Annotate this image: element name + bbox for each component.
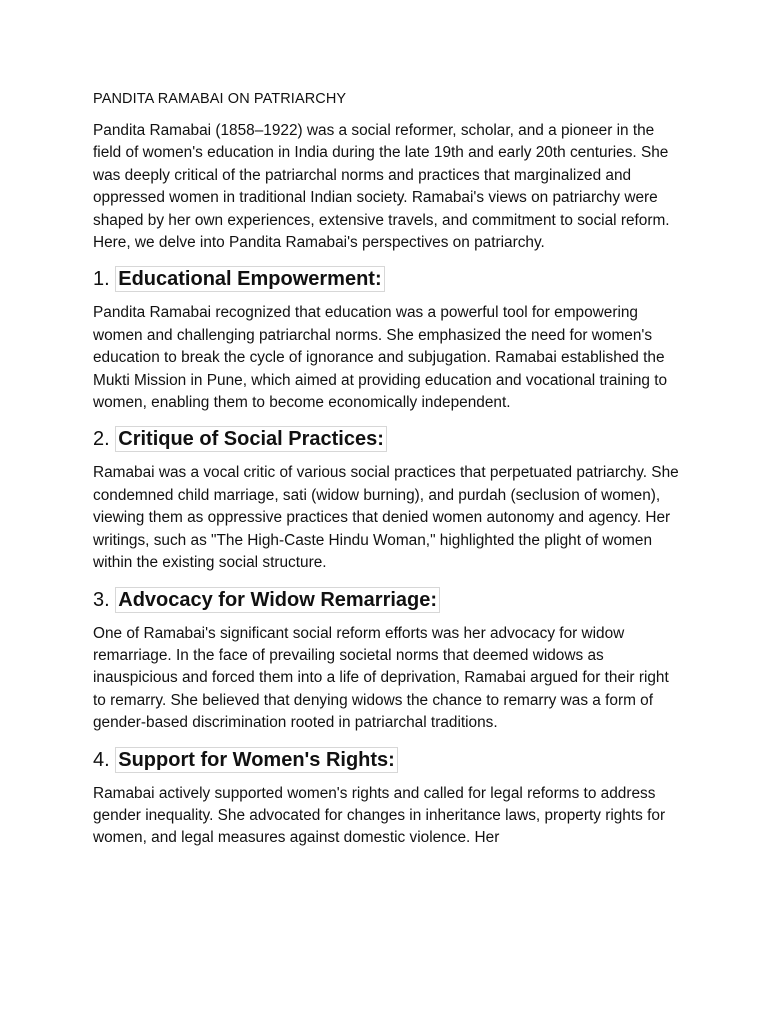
section-body-advocacy-for-widow-remarriage: One of Ramabai's significant social reform efforts was her advocacy for widow remarriage. In the face of prevailing societal norms that deemed widows as inauspicious and forced them into a life of deprivation, Ramabai argued for their right to remarry. She believed that denying widows the chance to remarry was a form of gender-based discrimination rooted in patriarchal traditions.: [93, 624, 669, 732]
section-title: Critique of Social Practices:: [115, 426, 387, 452]
section-heading-educational-empowerment: [93, 266, 683, 292]
section-body-critique-of-social-practices: Ramabai was a vocal critic of various social practices that perpetuated patriarchy. She condemned child marriage, sati (widow burning), and purdah (seclusion of women), viewing them as oppressive practices that denied women autonomy and agency. Her writings, such as "The High-Caste Hindu Woman," highlighted the plight of women within the existing social structure.: [93, 464, 679, 572]
section-heading-advocacy-for-widow-remarriage: [93, 587, 683, 613]
document-page: [93, 89, 683, 850]
section-number: 2.: [93, 428, 110, 451]
section-heading-support-for-womens-rights: [93, 747, 683, 773]
section-number: 3.: [93, 588, 110, 611]
section-title: Advocacy for Widow Remarriage:: [115, 587, 440, 613]
section-title: Educational Empowerment:: [115, 266, 384, 292]
section-number: 1.: [93, 268, 110, 291]
section-body-support-for-womens-rights: Ramabai actively supported women's rights and called for legal reforms to address gender inequality. She advocated for changes in inheritance laws, property rights for women, and legal measures against domestic violence. Her: [93, 784, 666, 847]
document-title: PANDITA RAMABAI ON PATRIARCHY: [93, 91, 347, 107]
section-title: Support for Women's Rights:: [115, 747, 398, 773]
section-body-educational-empowerment: Pandita Ramabai recognized that education was a powerful tool for empowering women and challenging patriarchal norms. She emphasized the need for women's education to break the cycle of ignorance and subjugation. Ramabai established the Mukti Mission in Pune, which aimed at providing education and vocational training to women, enabling them to become economically independent.: [93, 304, 668, 412]
section-heading-critique-of-social-practices: [93, 426, 683, 452]
section-number: 4.: [93, 748, 110, 771]
intro-paragraph: Pandita Ramabai (1858–1922) was a social reformer, scholar, and a pioneer in the field of women's education in India during the late 19th and early 20th centuries. She was deeply critical of the patriarchal norms and practices that marginalized and oppressed women in traditional Indian society. Ramabai's views on patriarchy were shaped by her own experiences, extensive travels, and commitment to social reform. Here, we delve into Pandita Ramabai's perspectives on patriarchy.: [93, 122, 670, 252]
